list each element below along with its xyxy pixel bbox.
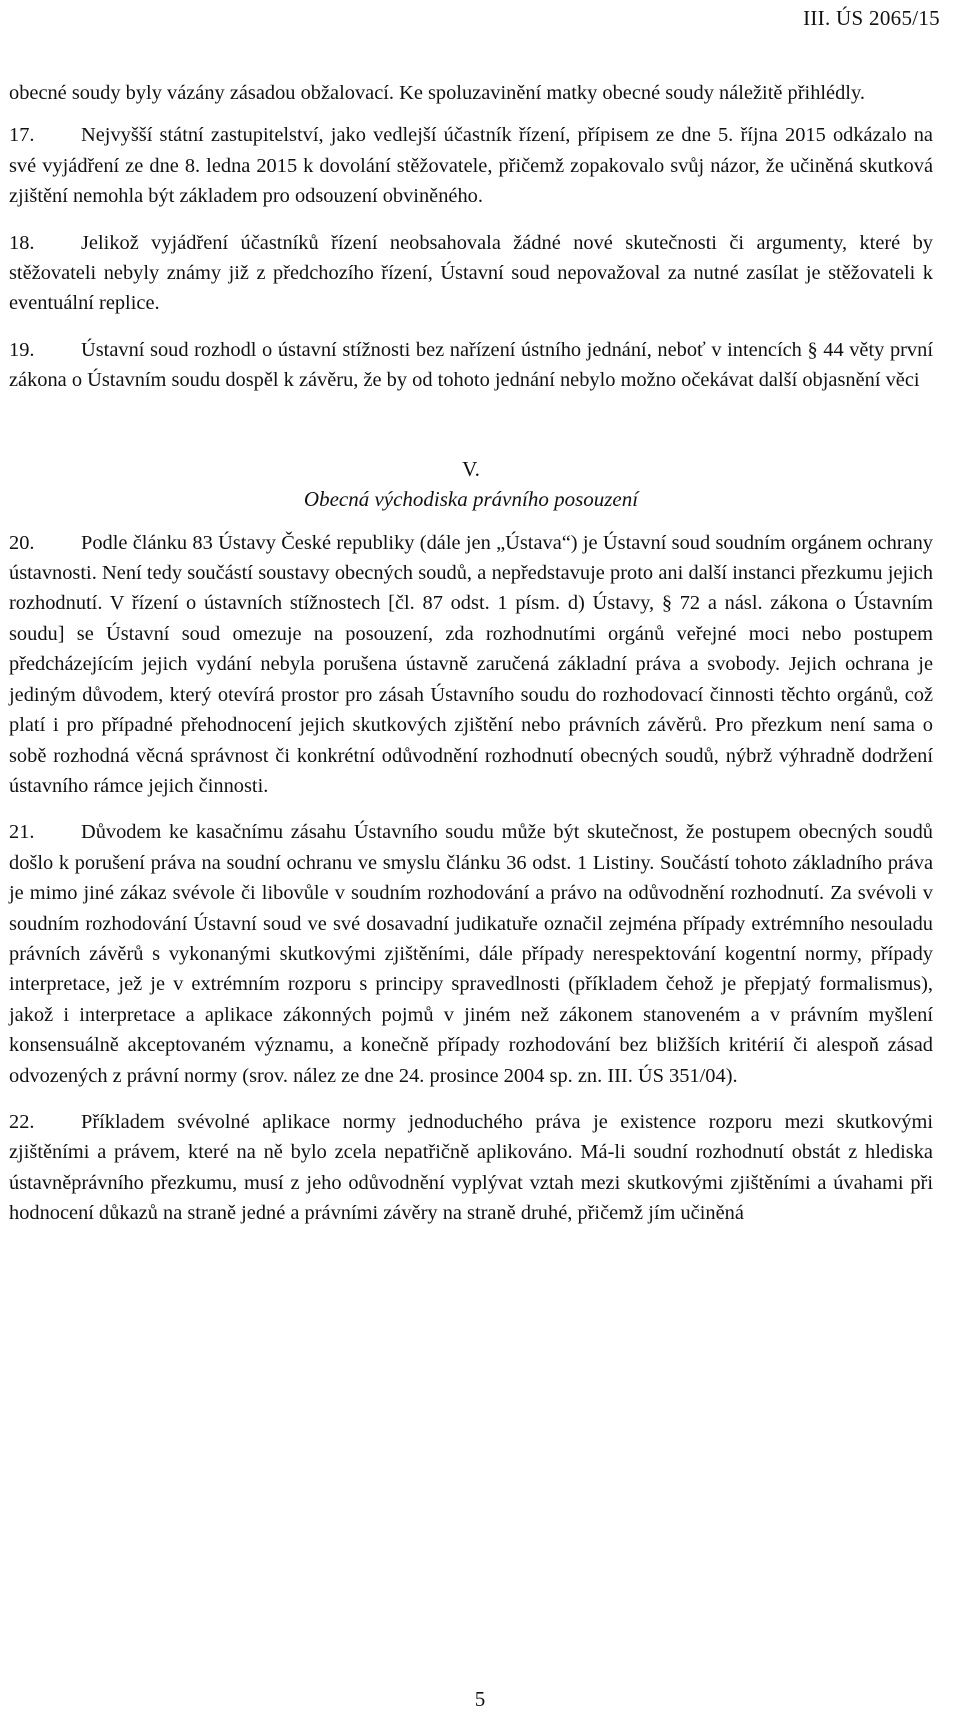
paragraph-text: obecné soudy byly vázány zásadou obžalovací. Ke spoluzavinění matky obecné soudy náležitě přihlédly.	[9, 82, 865, 104]
paragraph-19	[9, 335, 933, 396]
section-title: Obecná východiska právního posouzení	[303, 486, 639, 511]
case-number-header: III. ÚS 2065/15	[803, 6, 940, 30]
paragraph-21	[9, 817, 933, 1091]
paragraph-17	[9, 120, 933, 211]
paragraph-number: 17.	[9, 124, 35, 147]
paragraph-text: Podle článku 83 Ústavy České republiky (dále jen „Ústava“) je Ústavní soud soudním orgánem ochrany ústavnosti. Není tedy součástí soustavy obecných soudů, a nepředstavuje proto ani další instanci přezkumu jejich rozhodnutí. V řízení o ústavních stížnostech [čl. 87 odst. 1 písm. d) Ústavy, § 72 a násl. zákona o Ústavním soudu] se Ústavní soud omezuje na posouzení, zda rozhodnutími orgánů veřejné moci nebo postupem předcházejícím jejich vydání nebyla porušena ústavně zaručená základní práva a svobody. Jejich ochrana je jediným důvodem, který otevírá prostor pro zásah Ústavního soudu do rozhodovací činnosti těchto orgánů, což platí i pro případné přehodnocení jejich skutkových zjištění nebo právních závěrů. Pro přezkum není sama o sobě rozhodná věcná správnost či konkrétní odůvodnění rozhodnutí obecných soudů, nýbrž výhradně dodržení ústavního rámce jejich činnosti.	[9, 531, 933, 797]
paragraph-text: Příkladem svévolné aplikace normy jednoduchého práva je existence rozporu mezi skutkovými zjištěními a právem, které na ně bylo zcela nepatřičně aplikováno. Má-li soudní rozhodnutí obstát z hlediska ústavněprávního přezkumu, musí z jeho odůvodnění vyplývat vztah mezi skutkovými zjištěními a úvahami při hodnocení důkazů na straně jedné a právními závěry na straně druhé, přičemž jím učiněná	[9, 1110, 933, 1225]
paragraph-22	[9, 1107, 933, 1229]
section-number: V.	[462, 456, 480, 481]
paragraph-number: 22.	[9, 1110, 35, 1133]
document-body	[9, 78, 933, 1245]
paragraph-text: Důvodem ke kasačnímu zásahu Ústavního soudu může být skutečnost, že postupem obecných soudů došlo k porušení práva na soudní ochranu ve smyslu článku 36 odst. 1 Listiny. Součástí tohoto základního práva je mimo jiné zákaz svévole či libovůle v soudním rozhodování a právo na odůvodnění rozhodnutí. Za svévoli v soudním rozhodování Ústavní soud ve své dosavadní judikatuře označil zejména případy extrémního nesouladu právních závěrů s vykonanými skutkovými zjištěními, dále případy nerespektování kogentní normy, případy interpretace, jež je v extrémním rozporu s principy spravedlnosti (příkladem čehož je přepjatý formalismus), jakož i interpretace a aplikace zákonných pojmů v jiném než zákonem stanoveném a v právním myšlení konsensuálně akceptovaném významu, a konečně případy rozhodování bez bližších kritérií či alespoň zásad odvozených z právní normy (srov. nález ze dne 24. prosince 2004 sp. zn. III. ÚS 351/04).	[9, 821, 933, 1087]
paragraph-text: Ústavní soud rozhodl o ústavní stížnosti bez nařízení ústního jednání, neboť v intencích § 44 věty první zákona o Ústavním soudu dospěl k závěru, že by od tohoto jednání nebylo možno očekávat další objasnění věci	[9, 338, 933, 392]
page-number: 5	[474, 1687, 486, 1711]
paragraph-continuation	[9, 78, 933, 108]
paragraph-text: Jelikož vyjádření účastníků řízení neobsahovala žádné nové skutečnosti či argumenty, které by stěžovateli nebyly známy již z předchozího řízení, Ústavní soud nepovažoval za nutné zasílat je stěžovateli k eventuální replice.	[9, 231, 933, 315]
paragraph-18	[9, 228, 933, 319]
paragraph-number: 21.	[9, 821, 35, 844]
paragraph-number: 18.	[9, 231, 35, 254]
section-heading	[9, 454, 933, 514]
paragraph-number: 19.	[9, 338, 35, 361]
paragraph-text: Nejvyšší státní zastupitelství, jako vedlejší účastník řízení, přípisem ze dne 5. října 2015 odkázalo na své vyjádření ze dne 8. ledna 2015 k dovolání stěžovatele, přičemž zopakovalo svůj názor, že učiněná skutková zjištění nemohla být základem pro odsouzení obviněného.	[9, 124, 933, 208]
paragraph-number: 20.	[9, 531, 35, 554]
paragraph-20	[9, 528, 933, 802]
